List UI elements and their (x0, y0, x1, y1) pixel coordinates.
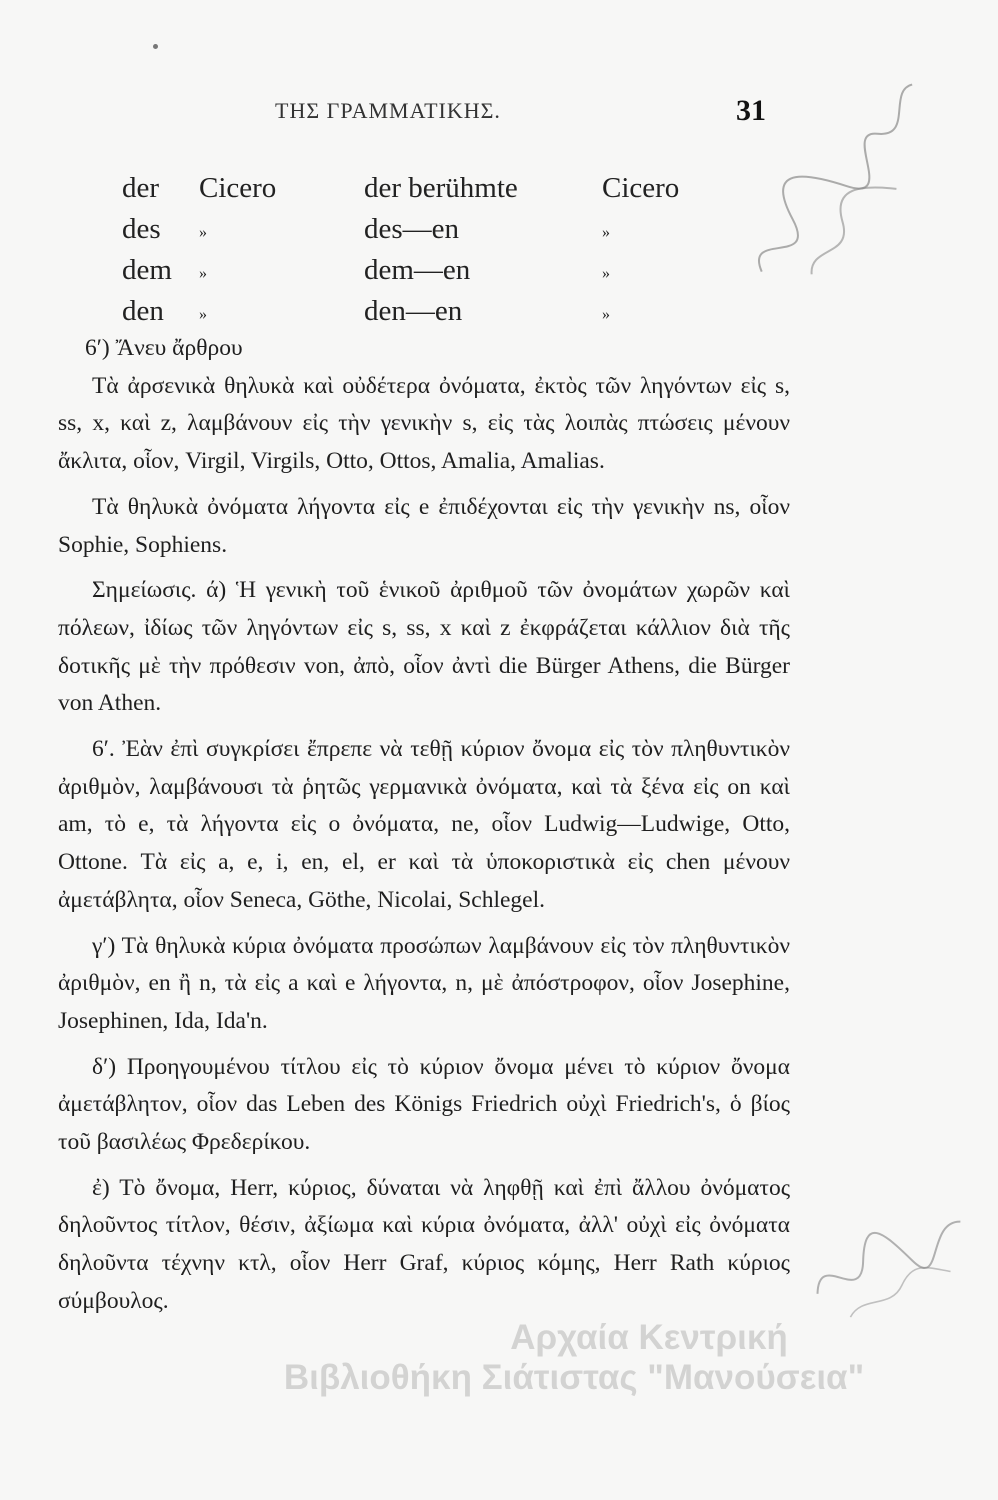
paragraph: Τὰ ἀρσενικὰ θηλυκὰ καὶ οὐδέτερα ὀνόματα, ἐκτὸς τῶν ληγόντων εἰς s, ss, x, καὶ z, λαμβάνουν εἰς τὴν γενικὴν s, εἰς τὰς λοιπὰς πτώσεις μένουν ἄκλιτα, οἷον, Virgil, Virgils, Otto, Ottos, Amalia, Amalias. (58, 372, 790, 475)
declension-row (122, 209, 692, 250)
article-cell: des (122, 213, 161, 245)
page-number: 31 (736, 94, 766, 127)
declension-row (122, 168, 692, 209)
adjective-cell: der berühmte (364, 172, 518, 204)
ditto-mark: » (199, 224, 207, 241)
watermark-line: Βιβλιοθήκη Σιάτιστας "Μανούσεια" (283, 1358, 865, 1397)
paragraph: δ′) Προηγουμένου τίτλου εἰς τὸ κύριον ὄνομα μένει τὸ κύριον ὄνομα ἀμετάβλητον, οἷον das Leben des Königs Friedrich οὐχὶ Friedrich's, ὁ βίος τοῦ βασιλέως Φρεδερίκου. (58, 1053, 790, 1156)
ditto-mark: » (199, 306, 207, 323)
section-heading: 6′) Ἄνευ ἄρθρου (85, 335, 243, 361)
ditto-mark: » (199, 265, 207, 282)
running-head: ΤΗΣ ΓΡΑΜΜΑΤΙΚΗΣ. (275, 98, 501, 123)
article-cell: den (122, 295, 164, 327)
handwritten-signature-icon (783, 1168, 997, 1353)
declension-table (122, 168, 692, 332)
handwritten-marginal-note-icon (679, 16, 998, 344)
declension-row (122, 291, 692, 332)
ditto-mark: » (602, 306, 610, 323)
paragraph: Τὰ θηλυκὰ ὀνόματα λήγοντα εἰς e ἐπιδέχονται εἰς τὴν γενικὴν ns, οἷον Sophie, Sophiens. (58, 493, 790, 558)
article-cell: dem (122, 254, 172, 286)
ink-speck (153, 44, 158, 49)
adjective-cell: dem—en (364, 254, 471, 286)
declension-row (122, 250, 692, 291)
paragraph: 6′. Ἐὰν ἐπὶ συγκρίσει ἔπρεπε νὰ τεθῇ κύριον ὄνομα εἰς τὸν πληθυντικὸν ἀριθμὸν, λαμβάνουσι τὰ ῥητῶς γερμανικὰ ὀνόματα, καὶ τὰ ξένα εἰς on καὶ am, τὸ e, τὰ λήγοντα εἰς o ὀνόματα, ne, οἷον Ludwig—Ludwige, Otto, Ottone. Τὰ εἰς a, e, i, en, el, er καὶ τὰ ὑποκοριστικὰ εἰς chen μένουν ἀμετάβλητα, οἷον Seneca, Göthe, Nicolai, Schlegel. (58, 736, 790, 913)
body-text (58, 330, 790, 1321)
noun-cell: Cicero (199, 172, 277, 204)
paragraph: ἐ) Τὸ ὄνομα, Herr, κύριος, δύναται νὰ ληφθῇ καὶ ἐπὶ ἄλλου ὀνόματος δηλοῦντος τίτλον, θέσιν, ἀξίωμα καὶ κύρια ὀνόματα, ἀλλ' οὐχὶ εἰς ὀνόματα δηλοῦντα τέχνην κτλ, οἷον Herr Graf, κύριος κόμης, Herr Rath κύριος σύμβουλος. (58, 1174, 790, 1314)
adjective-cell: den—en (364, 295, 463, 327)
noun-cell: Cicero (602, 172, 680, 204)
paragraph: Σημείωσις. ά) Ἡ γενικὴ τοῦ ἑνικοῦ ἀριθμοῦ τῶν ὀνομάτων χωρῶν καὶ πόλεων, ἰδίως τῶν ληγόντων εἰς s, ss, x καὶ z ἐκφράζεται κάλλιον διὰ τῆς δοτικῆς μὲ τὴν πρόθεσιν von, ἀπὸ, οἷον ἀντὶ die Bürger Athens, die Bürger von Athen. (58, 577, 790, 717)
article-cell: der (122, 172, 160, 204)
ditto-mark: » (602, 224, 610, 241)
ditto-mark: » (602, 265, 610, 282)
paragraph: γ′) Τὰ θηλυκὰ κύρια ὀνόματα προσώπων λαμβάνουν εἰς τὸν πληθυντικὸν ἀριθμὸν, en ἢ n, τὰ εἰς a καὶ e λήγοντα, n, μὲ ἀπόστροφον, οἷον Josephine, Josephinen, Ida, Ida'n. (58, 932, 790, 1034)
adjective-cell: des—en (364, 213, 460, 245)
watermark-line: Αρχαία Κεντρική (510, 1318, 788, 1357)
